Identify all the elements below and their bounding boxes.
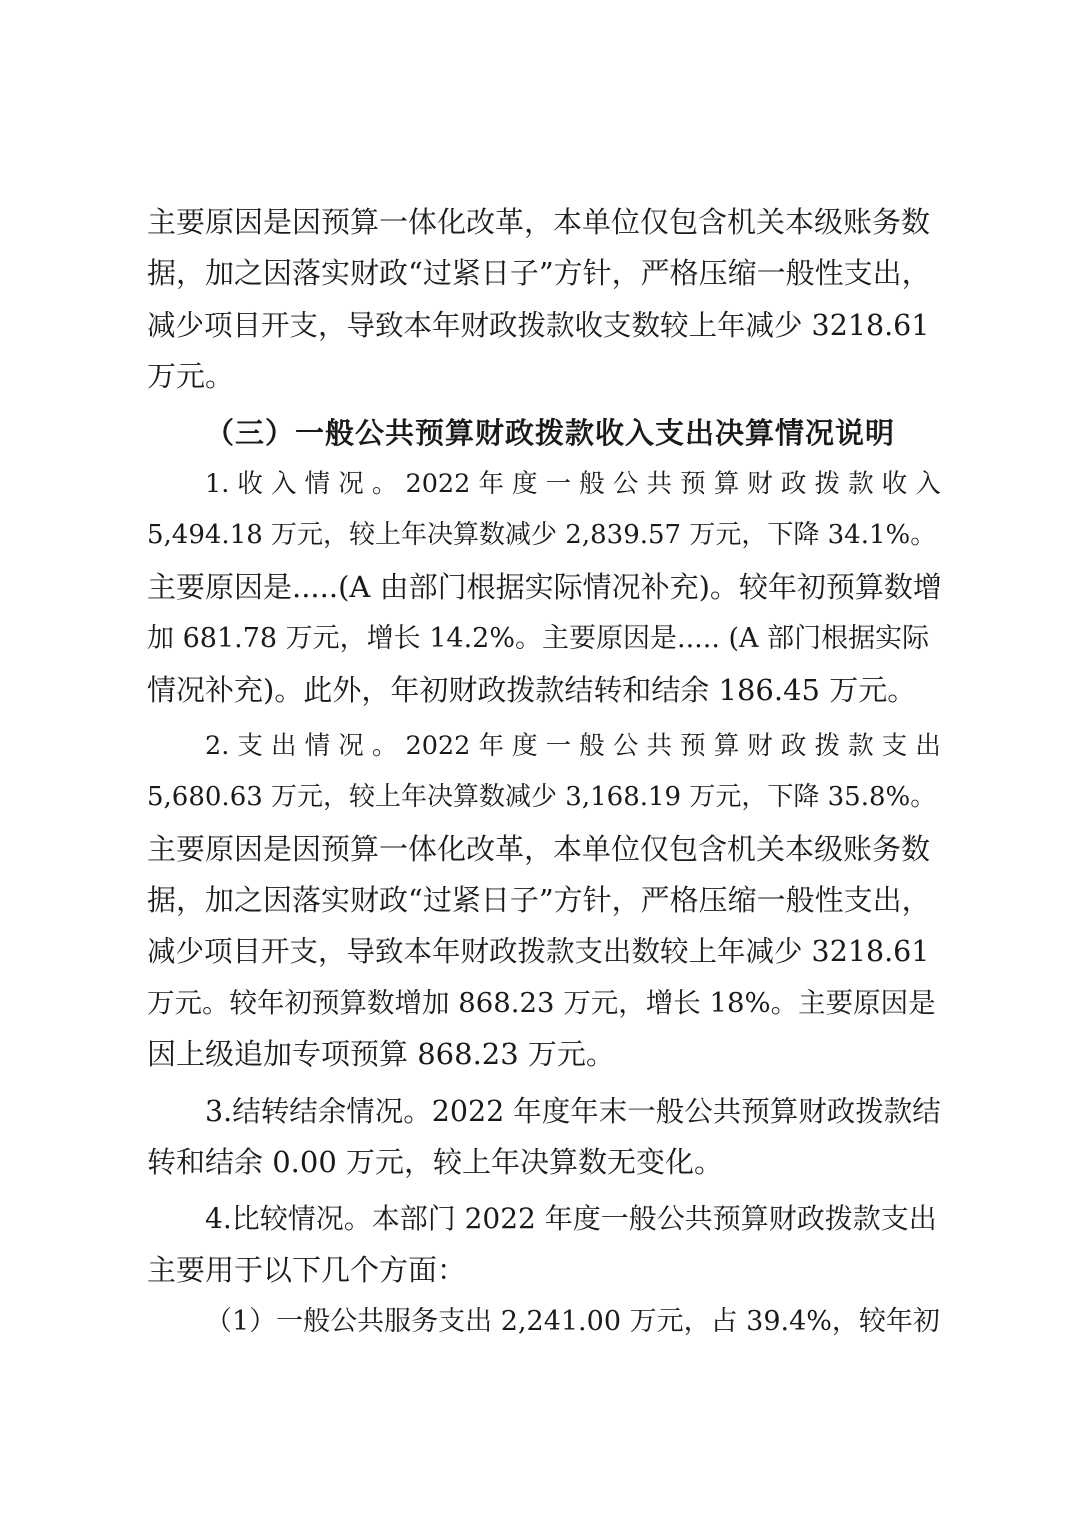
paragraph-expenditure bbox=[147, 721, 942, 1081]
text-line: 减少项目开支，导致本年财政拨款收支数较上年减少 3218.61 bbox=[147, 308, 930, 342]
text-line: 万元。较年初预算数增加 868.23 万元，增长 18%。主要原因是 bbox=[147, 986, 936, 1019]
text-line: 3.结转结余情况。2022 年度年末一般公共预算财政拨款结 bbox=[205, 1094, 941, 1128]
text-line: 万元。 bbox=[147, 359, 235, 394]
paragraph-income bbox=[147, 459, 942, 716]
text-line: 2. 支 出 情 况 。 2022 年 度 一 般 公 共 预 算 财 政 拨 款 支 出 bbox=[205, 730, 941, 761]
text-line: 主要原因是因预算一体化改革，本单位仅包含机关本级账务数 bbox=[147, 831, 931, 866]
text-line: 5,680.63 万元，较上年决算数减少 3,168.19 万元，下降 35.8%。 bbox=[147, 782, 937, 813]
paragraph-carryover bbox=[147, 1086, 942, 1189]
text-line: 情况补充)。此外，年初财政拨款结转和结余 186.45 万元。 bbox=[147, 672, 917, 707]
text-line: 主要原因是.....(A 由部门根据实际情况补充)。较年初预算数增 bbox=[147, 569, 942, 604]
text-line: 据，加之因落实财政“过紧日子”方针，严格压缩一般性支出， bbox=[147, 256, 931, 291]
paragraph-comparison bbox=[147, 1193, 942, 1296]
text-line: 主要原因是因预算一体化改革，本单位仅包含机关本级账务数 bbox=[147, 205, 931, 239]
text-line: 主要用于以下几个方面： bbox=[147, 1252, 467, 1287]
section-heading: （三）一般公共预算财政拨款收入支出决算情况说明 bbox=[205, 415, 896, 450]
text-line: 据，加之因落实财政“过紧日子”方针，严格压缩一般性支出， bbox=[147, 883, 931, 918]
text-line: 因上级追加专项预算 868.23 万元。 bbox=[147, 1037, 615, 1072]
text-line: 减少项目开支，导致本年财政拨款支出数较上年减少 3218.61 bbox=[147, 935, 930, 969]
paragraph-reason-continuation bbox=[147, 197, 942, 403]
paragraph-item-1 bbox=[147, 1296, 942, 1347]
text-line: （1）一般公共服务支出 2,241.00 万元，占 39.4%，较年初 bbox=[205, 1306, 940, 1338]
text-line: 加 681.78 万元，增长 14.2%。主要原因是..... (A 部门根据实际 bbox=[147, 623, 930, 655]
text-line: 4.比较情况。本部门 2022 年度一般公共预算财政拨款支出 bbox=[205, 1202, 937, 1236]
text-line: 转和结余 0.00 万元，较上年决算数无变化。 bbox=[147, 1145, 724, 1180]
document-page bbox=[147, 197, 942, 1348]
text-line: 5,494.18 万元，较上年决算数减少 2,839.57 万元，下降 34.1%。 bbox=[147, 520, 937, 551]
text-line: 1. 收 入 情 况 。 2022 年 度 一 般 公 共 预 算 财 政 拨 款 收 入 bbox=[205, 468, 941, 499]
